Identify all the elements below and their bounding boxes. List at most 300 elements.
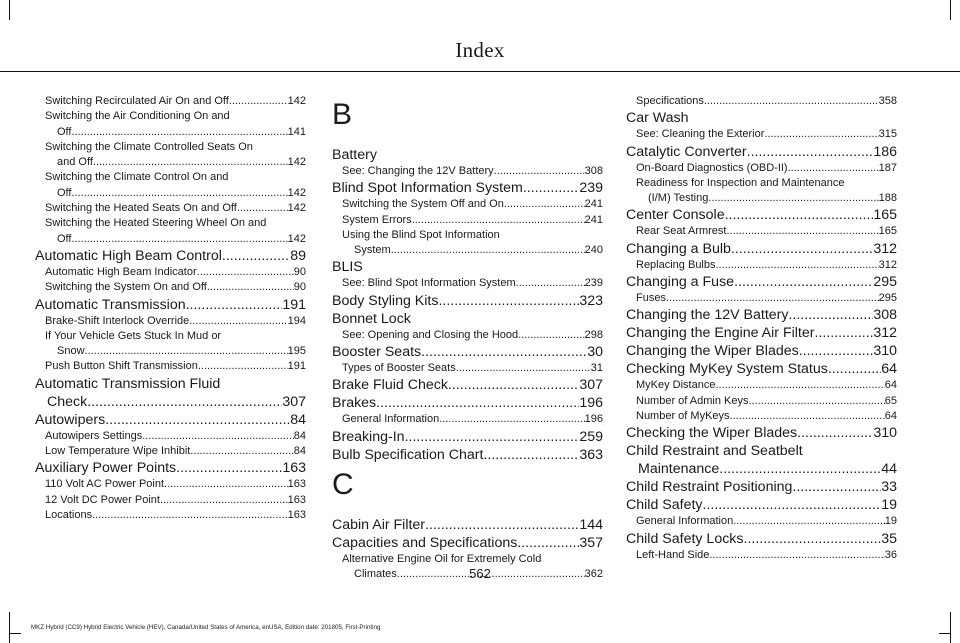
entry-text: Maintenance xyxy=(638,461,720,478)
entry-text: See: Cleaning the Exterior xyxy=(636,128,765,141)
index-subentry xyxy=(626,378,897,393)
entry-text: Replacing Bulbs xyxy=(636,258,716,271)
dot-leader xyxy=(190,444,293,459)
page-reference: 142 xyxy=(287,186,306,199)
page-reference: 191 xyxy=(282,296,306,313)
entry-text: Specifications xyxy=(636,95,704,107)
entry-text: Body Styling Kits xyxy=(332,292,439,309)
entry-text: 110 Volt AC Power Point xyxy=(45,478,165,491)
index-entry xyxy=(35,459,306,477)
entry-text: Rear Seat Armrest xyxy=(636,225,727,238)
dot-leader xyxy=(197,265,294,280)
entry-line xyxy=(626,206,897,224)
entry-text: Off xyxy=(57,232,72,245)
index-entry xyxy=(626,306,897,324)
index-subentry xyxy=(626,127,897,142)
entry-line xyxy=(45,94,306,109)
entry-line xyxy=(636,378,897,393)
index-subentry xyxy=(332,276,603,291)
dot-leader xyxy=(504,197,585,212)
index-subentry xyxy=(35,493,306,508)
crop-mark-bottom-right-v xyxy=(950,612,951,643)
entry-line xyxy=(342,361,603,376)
page-reference: 357 xyxy=(579,534,603,551)
dot-leader xyxy=(494,164,585,179)
index-column-1 xyxy=(35,94,306,523)
dot-leader xyxy=(405,428,580,446)
page-number: 562 xyxy=(469,566,491,581)
entry-text: Changing a Fuse xyxy=(626,274,735,291)
entry-line xyxy=(45,280,306,295)
page-reference: 240 xyxy=(584,244,603,257)
dot-leader xyxy=(749,394,885,409)
dot-leader xyxy=(828,360,881,378)
dot-leader xyxy=(726,224,878,239)
section-letter: B xyxy=(332,98,353,131)
dot-leader xyxy=(733,514,885,529)
index-entry xyxy=(332,310,603,328)
entry-line xyxy=(35,375,306,393)
page-reference: 163 xyxy=(287,508,306,521)
dot-leader xyxy=(71,232,287,247)
entry-line xyxy=(45,216,306,231)
index-entry xyxy=(35,375,306,411)
index-subentry xyxy=(626,176,897,207)
index-entry xyxy=(35,296,306,314)
entry-text: See: Blind Spot Information System xyxy=(342,277,516,290)
dot-leader xyxy=(160,493,288,508)
page-header xyxy=(0,0,960,70)
page-reference: 165 xyxy=(878,225,897,238)
index-entry xyxy=(626,206,897,224)
entry-text: Automatic High Beam Control xyxy=(35,247,222,264)
entry-line xyxy=(342,164,603,179)
dot-leader xyxy=(792,478,881,496)
index-subentry xyxy=(35,265,306,280)
index-subentry xyxy=(332,361,603,376)
entry-line xyxy=(332,258,603,276)
page-reference: 196 xyxy=(579,395,603,412)
dot-leader xyxy=(725,206,874,224)
entry-line xyxy=(342,197,603,212)
entry-line xyxy=(45,508,306,523)
index-subentry xyxy=(35,109,306,140)
entry-line xyxy=(626,424,897,442)
entry-line xyxy=(626,360,897,378)
page-reference: 142 xyxy=(287,202,306,215)
page-reference: 31 xyxy=(590,362,603,375)
index-subentry xyxy=(626,548,897,563)
page-reference: 312 xyxy=(878,258,897,271)
entry-line xyxy=(45,329,306,344)
entry-line xyxy=(45,493,306,508)
index-subentry xyxy=(35,477,306,492)
entry-text: Using the Blind Spot Information xyxy=(342,228,500,241)
index-subentry xyxy=(35,94,306,109)
index-entry xyxy=(332,292,603,310)
index-subentry xyxy=(332,197,603,212)
entry-text: Car Wash xyxy=(626,110,689,127)
index-entry xyxy=(332,179,603,197)
entry-line xyxy=(626,342,897,360)
entry-line xyxy=(332,428,603,446)
index-entry xyxy=(626,360,897,378)
dot-leader xyxy=(439,412,584,427)
entry-text: Automatic Transmission xyxy=(35,296,186,313)
index-subentry xyxy=(626,161,897,176)
page-reference: 33 xyxy=(881,479,897,496)
entry-text: Autowipers Settings xyxy=(45,429,143,442)
page-reference: 312 xyxy=(873,240,897,257)
index-entry xyxy=(626,324,897,342)
dot-leader xyxy=(425,516,579,534)
entry-line xyxy=(45,265,306,280)
entry-line xyxy=(332,394,603,412)
entry-text: On-Board Diagnostics (OBD-II) xyxy=(636,161,788,174)
index-entry xyxy=(332,428,603,446)
entry-line xyxy=(332,179,603,197)
entry-line xyxy=(626,273,897,291)
page-reference: 312 xyxy=(873,325,897,342)
dot-leader xyxy=(764,127,878,142)
dot-leader xyxy=(483,446,579,464)
dot-leader xyxy=(518,328,585,343)
dot-leader xyxy=(747,143,874,161)
index-entry xyxy=(332,534,603,552)
entry-line xyxy=(636,224,897,239)
entry-line xyxy=(332,146,603,164)
entry-text: General Information xyxy=(342,413,440,426)
dot-leader xyxy=(516,276,585,291)
entry-text: Brake-Shift Interlock Override xyxy=(45,314,190,327)
page-reference: 310 xyxy=(873,343,897,360)
entry-line xyxy=(626,324,897,342)
entry-line xyxy=(45,155,306,170)
dot-leader xyxy=(704,94,879,109)
entry-line xyxy=(332,343,603,361)
entry-text: General Information xyxy=(636,515,734,528)
entry-line xyxy=(35,296,306,314)
entry-line xyxy=(626,460,897,478)
page-reference: 191 xyxy=(287,360,306,373)
page-reference: 186 xyxy=(873,143,897,160)
entry-line xyxy=(342,552,603,567)
dot-leader xyxy=(716,258,879,273)
entry-text: System Errors xyxy=(342,213,412,226)
page-reference: 144 xyxy=(579,516,603,533)
dot-leader xyxy=(189,314,287,329)
dot-leader xyxy=(709,548,884,563)
page-reference: 239 xyxy=(584,277,603,290)
index-entry xyxy=(626,530,897,548)
page-reference: 163 xyxy=(282,460,306,477)
index-column-2 xyxy=(332,94,603,582)
page-reference: 307 xyxy=(282,393,306,410)
entry-line xyxy=(45,444,306,459)
dot-leader xyxy=(730,409,885,424)
index-entry xyxy=(332,258,603,276)
entry-line xyxy=(636,394,897,409)
dot-leader xyxy=(456,361,591,376)
entry-text: Autowipers xyxy=(35,411,106,428)
entry-text: Off xyxy=(57,186,72,199)
index-subentry xyxy=(332,412,603,427)
dot-leader xyxy=(666,291,879,306)
entry-line xyxy=(35,411,306,429)
entry-line xyxy=(45,232,306,247)
entry-line xyxy=(332,310,603,328)
page-reference: 142 xyxy=(287,232,306,245)
entry-text: If Your Vehicle Gets Stuck In Mud or xyxy=(45,329,222,342)
dot-leader xyxy=(517,534,579,552)
entry-line xyxy=(626,143,897,161)
dot-leader xyxy=(448,376,579,394)
entry-line xyxy=(626,306,897,324)
entry-line xyxy=(45,477,306,492)
entry-text: Changing the Wiper Blades xyxy=(626,343,799,360)
dot-leader xyxy=(708,191,878,206)
index-entry xyxy=(626,496,897,514)
page-reference: 30 xyxy=(587,344,603,361)
page-reference: 241 xyxy=(584,198,603,211)
dot-leader xyxy=(523,179,579,197)
entry-text: Catalytic Converter xyxy=(626,143,747,160)
entry-line xyxy=(45,170,306,185)
entry-text: System xyxy=(354,244,391,257)
dot-leader xyxy=(715,378,884,393)
entry-line xyxy=(35,393,306,411)
entry-text: Low Temperature Wipe Inhibit xyxy=(45,445,191,458)
index-entry xyxy=(332,516,603,534)
index-subentry xyxy=(35,140,306,171)
index-subentry xyxy=(626,514,897,529)
entry-line xyxy=(342,328,603,343)
entry-line xyxy=(636,176,897,191)
entry-line xyxy=(45,109,306,124)
dot-leader xyxy=(788,161,879,176)
index-entry xyxy=(332,343,603,361)
entry-text: Changing a Bulb xyxy=(626,240,731,257)
entry-line xyxy=(332,534,603,552)
entry-text: Off xyxy=(57,125,72,138)
index-subentry xyxy=(35,216,306,247)
entry-text: Switching the System Off and On xyxy=(342,198,504,211)
index-entry xyxy=(626,342,897,360)
dot-leader xyxy=(799,342,874,360)
dot-leader xyxy=(186,296,283,314)
index-entry xyxy=(626,143,897,161)
page-reference: 141 xyxy=(287,125,306,138)
index-subentry xyxy=(626,258,897,273)
page-reference: 259 xyxy=(579,428,603,445)
dot-leader xyxy=(85,344,288,359)
entry-text: Climates xyxy=(354,567,397,580)
entry-text: Switching the Climate Control On and xyxy=(45,171,229,184)
dot-leader xyxy=(719,460,881,478)
index-subentry xyxy=(626,409,897,424)
entry-text: Child Safety xyxy=(626,497,703,514)
index-subentry xyxy=(35,444,306,459)
index-subentry xyxy=(35,329,306,360)
entry-line xyxy=(626,496,897,514)
dot-leader xyxy=(412,213,585,228)
page-reference: 323 xyxy=(579,292,603,309)
entry-line xyxy=(342,228,603,243)
index-subentry xyxy=(332,213,603,228)
index-entry xyxy=(332,394,603,412)
dot-leader xyxy=(198,359,288,374)
dot-leader xyxy=(164,477,288,492)
entry-text: See: Opening and Closing the Hood xyxy=(342,328,519,341)
crop-mark-top-left xyxy=(9,0,10,20)
entry-text: Child Restraint Positioning xyxy=(626,479,793,496)
index-column-3 xyxy=(626,94,897,563)
entry-line xyxy=(636,291,897,306)
entry-line xyxy=(45,186,306,201)
entry-text: Check xyxy=(47,393,88,410)
entry-line xyxy=(45,314,306,329)
page-reference: 307 xyxy=(579,377,603,394)
entry-line xyxy=(342,213,603,228)
entry-line xyxy=(636,127,897,142)
entry-text: Child Restraint and Seatbelt xyxy=(626,443,803,460)
index-subentry xyxy=(35,201,306,216)
entry-text: Number of MyKeys xyxy=(636,409,730,422)
entry-text: Alternative Engine Oil for Extremely Cold xyxy=(342,552,542,565)
page-title: Index xyxy=(455,38,505,62)
entry-text: Checking the Wiper Blades xyxy=(626,425,798,442)
page-reference: 84 xyxy=(293,445,306,458)
header-rule xyxy=(0,71,960,72)
page-reference: 196 xyxy=(584,413,603,426)
page-reference: 142 xyxy=(287,156,306,169)
page-reference: 308 xyxy=(873,307,897,324)
page-reference: 363 xyxy=(579,446,603,463)
index-subentry xyxy=(626,224,897,239)
page-reference: 35 xyxy=(881,530,897,547)
index-subentry xyxy=(35,359,306,374)
index-entry xyxy=(626,273,897,291)
page-reference: 84 xyxy=(290,411,306,428)
entry-text: Switching the System On and Off xyxy=(45,281,207,294)
entry-text: 12 Volt DC Power Point xyxy=(45,493,160,506)
entry-line xyxy=(342,276,603,291)
page-reference: 362 xyxy=(584,567,603,580)
index-subentry xyxy=(626,94,897,109)
dot-leader xyxy=(788,306,873,324)
index-subentry xyxy=(332,228,603,259)
crop-mark-bottom-left-h xyxy=(9,633,21,634)
entry-text: Push Button Shift Transmission xyxy=(45,360,198,373)
entry-line xyxy=(636,161,897,176)
dot-leader xyxy=(92,508,288,523)
page-reference: 44 xyxy=(881,461,897,478)
page-reference: 295 xyxy=(878,292,897,305)
page-reference: 295 xyxy=(873,274,897,291)
entry-text: Center Console xyxy=(626,207,725,224)
dot-leader xyxy=(176,459,282,477)
entry-line xyxy=(45,344,306,359)
index-entry xyxy=(626,109,897,127)
entry-line xyxy=(332,292,603,310)
entry-line xyxy=(45,201,306,216)
entry-line xyxy=(636,514,897,529)
page-reference: 64 xyxy=(884,409,897,422)
dot-leader xyxy=(391,243,585,258)
entry-line xyxy=(45,125,306,140)
entry-line xyxy=(332,446,603,464)
entry-text: Changing the Engine Air Filter xyxy=(626,325,815,342)
entry-text: MyKey Distance xyxy=(636,379,716,392)
dot-leader xyxy=(731,240,873,258)
entry-line xyxy=(45,140,306,155)
page-reference: 315 xyxy=(878,128,897,141)
entry-text: Types of Booster Seats xyxy=(342,362,456,375)
index-subentry xyxy=(332,164,603,179)
page-reference: 64 xyxy=(884,379,897,392)
index-subentry xyxy=(35,314,306,329)
entry-text: Brake Fluid Check xyxy=(332,377,448,394)
entry-line xyxy=(636,258,897,273)
dot-leader xyxy=(237,201,288,216)
page-reference: 241 xyxy=(584,213,603,226)
dot-leader xyxy=(87,393,282,411)
crop-mark-bottom-right-h xyxy=(939,633,951,634)
entry-line xyxy=(636,409,897,424)
index-subentry xyxy=(35,280,306,295)
dot-leader xyxy=(207,280,294,295)
page-reference: 358 xyxy=(878,95,897,107)
entry-text: Checking MyKey System Status xyxy=(626,361,828,378)
page-reference: 163 xyxy=(287,493,306,506)
entry-line xyxy=(332,516,603,534)
page-reference: 90 xyxy=(293,281,306,294)
crop-mark-top-right xyxy=(950,0,951,20)
page-reference: 163 xyxy=(287,478,306,491)
dot-leader xyxy=(376,394,579,412)
page-reference: 65 xyxy=(884,394,897,407)
entry-text: Automatic High Beam Indicator xyxy=(45,265,197,278)
dot-leader xyxy=(438,292,579,310)
entry-text: See: Changing the 12V Battery xyxy=(342,165,494,177)
entry-text: Switching the Heated Steering Wheel On and xyxy=(45,217,267,230)
dot-leader xyxy=(71,125,287,140)
page-reference: 239 xyxy=(579,180,603,197)
entry-text: and Off xyxy=(57,156,93,169)
entry-line xyxy=(636,191,897,206)
index-entry xyxy=(332,376,603,394)
entry-text: Changing the 12V Battery xyxy=(626,307,789,324)
entry-text: Child Safety Locks xyxy=(626,530,744,547)
dot-leader xyxy=(421,343,587,361)
dot-leader xyxy=(744,530,882,548)
entry-text: Left-Hand Side xyxy=(636,548,710,561)
page-reference: 84 xyxy=(293,429,306,442)
page-reference: 89 xyxy=(290,247,306,264)
entry-text: Locations xyxy=(45,508,93,521)
entry-text: Battery xyxy=(332,147,377,163)
entry-text: Switching the Climate Controlled Seats On xyxy=(45,140,253,153)
entry-text: Automatic Transmission Fluid xyxy=(35,375,221,392)
dot-leader xyxy=(815,324,874,342)
page-reference: 187 xyxy=(878,161,897,174)
entry-text: (I/M) Testing xyxy=(648,192,709,205)
entry-line xyxy=(332,376,603,394)
entry-text: Capacities and Specifications xyxy=(332,534,518,551)
page-reference: 298 xyxy=(584,328,603,341)
entry-line xyxy=(626,240,897,258)
entry-text: BLIS xyxy=(332,259,363,276)
